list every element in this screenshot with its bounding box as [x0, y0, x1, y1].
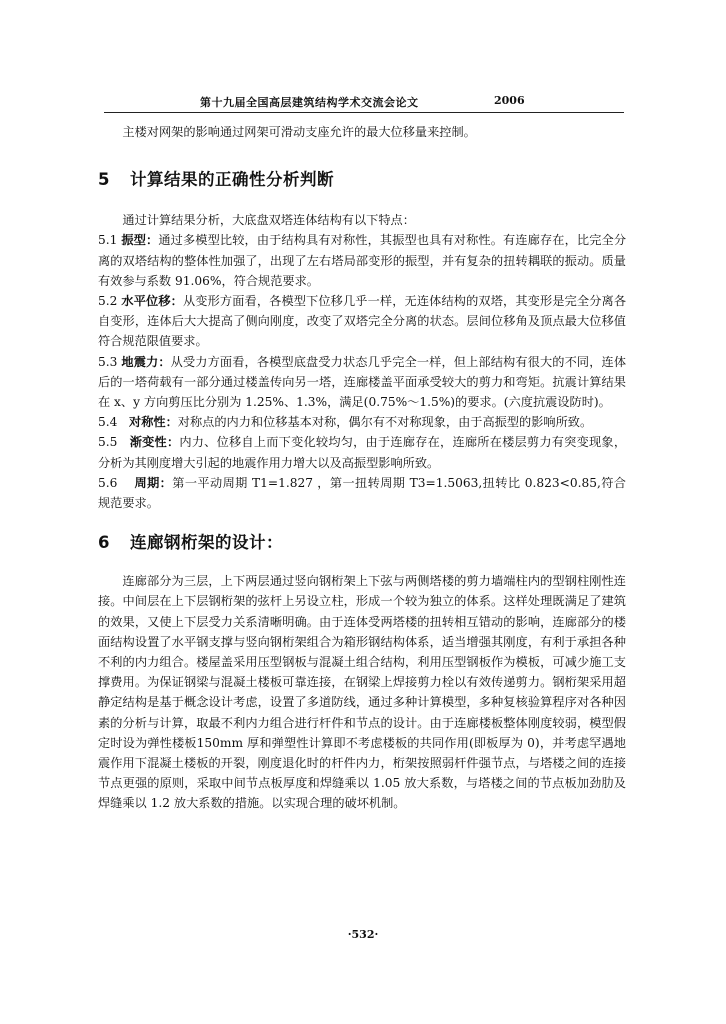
section-number: 5: [98, 170, 110, 190]
item-number: 5.5: [98, 435, 118, 450]
running-header: [104, 92, 624, 113]
item-term: 水平位移：: [121, 294, 183, 309]
item-term: 渐变性：: [129, 435, 180, 450]
page-number: ·532·: [347, 928, 379, 941]
item-term: 振型：: [121, 233, 159, 248]
item-text: 从受力方面看，各模型底盘受力状态几乎完全一样，但上部结构有很大的不同，连体后的一塔荷载有一部分通过楼盖传向另一塔，连廊楼盖平面承受较大的剪力和弯矩。抗震计算结果在 x、y 方向剪压比分别为 1.25%、1.3%，满足(0.75%～1.5%)的要求。(六度抗震设防时)。: [98, 354, 627, 410]
intro-paragraph: 主楼对网架的影响通过网架可滑动支座允许的最大位移量来控制。: [122, 125, 476, 139]
section-5-item: [98, 432, 626, 472]
item-number: 5.2: [98, 294, 118, 309]
section-5-item: [98, 473, 626, 513]
item-term: 地震力：: [121, 354, 171, 369]
header-year: 2006: [494, 94, 525, 107]
section-5-item: [98, 412, 626, 432]
item-number: 5.1: [98, 233, 118, 248]
main-content: [98, 122, 626, 814]
item-text: 内力、位移自上而下变化较均匀，由于连廊存在，连廊所在楼层剪力有突变现象，分析为其刚度增大引起的地震作用力增大以及高振型影响所致。: [98, 435, 627, 470]
item-text: 通过多模型比较，由于结构具有对称性，其振型也具有对称性。有连廊存在，比完全分离的双塔结构的整体性加强了，出现了左右塔局部变形的振型，并有复杂的扭转耦联的振动。质量有效参与系数 91.06%，符合规范要求。: [98, 233, 627, 288]
item-term: 对称性：: [129, 415, 178, 430]
section-number: 6: [98, 533, 110, 553]
section-title: 计算结果的正确性分析判断: [130, 170, 334, 190]
section-5-item: [98, 352, 626, 413]
section-5-item: [98, 230, 626, 291]
section-6-heading: [98, 529, 626, 553]
item-number: 5.4: [98, 415, 118, 430]
conference-title: 第十九届全国高层建筑结构学术交流会论文: [200, 96, 419, 109]
section-5-item: [98, 291, 626, 352]
section-title: 连廊钢桁架的设计：: [130, 533, 283, 553]
section-5-heading: [98, 166, 626, 190]
item-text: 从变形方面看，各模型下位移几乎一样，无连体结构的双塔，其变形是完全分离各自变形，连体后大大提高了侧向刚度，改变了双塔完全分离的状态。层间位移角及顶点最大位移值符合规范限值要求。: [98, 294, 627, 349]
item-text: 第一平动周期 T1=1.827 ，第一扭转周期 T3=1.5063,扭转比 0.823<0.85,符合规范要求。: [98, 475, 626, 511]
section-6-paragraph: 连廊部分为三层，上下两层通过竖向钢桁架上下弦与两侧塔楼的剪力墙端柱内的型钢柱刚性连接。中间层在上下层钢桁架的弦杆上另设立柱，形成一个较为独立的体系。这样处理既满足了建筑的效果，又使上下层受力关系清晰明确。由于连体受两塔楼的扭转相互错动的影响，连廊部分的楼面结构设置了水平钢支撑与竖向钢桁架组合为箱形钢结构体系，适当增强其刚度，有利于承担各种不利的内力组合。楼屋盖采用压型钢板与混凝土组合结构，利用压型钢板作为模板，可减少施工支撑费用。为保证钢梁与混凝土楼板可靠连接，在钢梁上焊接剪力栓以有效传递剪力。钢桁架采用超静定结构是基于概念设计考虑，设置了多道防线，通过多种计算模型，多种复核验算程序对各种因素的分析与计算，取最不利内力组合进行杆件和节点的设计。由于连廊楼板整体刚度较弱，模型假定时设为弹性楼板150mm 厚和弹塑性计算即不考虑楼板的共同作用(即板厚为 0)，并考虑罕遇地震作用下混凝土楼板的开裂，刚度退化时的杆件内力，桁架按照弱杆件强节点，与塔楼之间的连接节点更强的原则，采取中间节点板厚度和焊缝乘以 1.05 放大系数，与塔楼之间的节点板加劲肋及焊缝乘以 1.2 放大系数的措施。以实现合理的破坏机制。: [98, 574, 626, 811]
section-5-lead: 通过计算结果分析，大底盘双塔连体结构有以下特点：: [122, 213, 415, 228]
item-number: 5.6: [98, 475, 118, 490]
item-term: 周期：: [134, 475, 173, 490]
item-text: 对称点的内力和位移基本对称，偶尔有不对称现象，由于高振型的影响所致。: [177, 415, 593, 430]
item-number: 5.3: [98, 354, 118, 369]
